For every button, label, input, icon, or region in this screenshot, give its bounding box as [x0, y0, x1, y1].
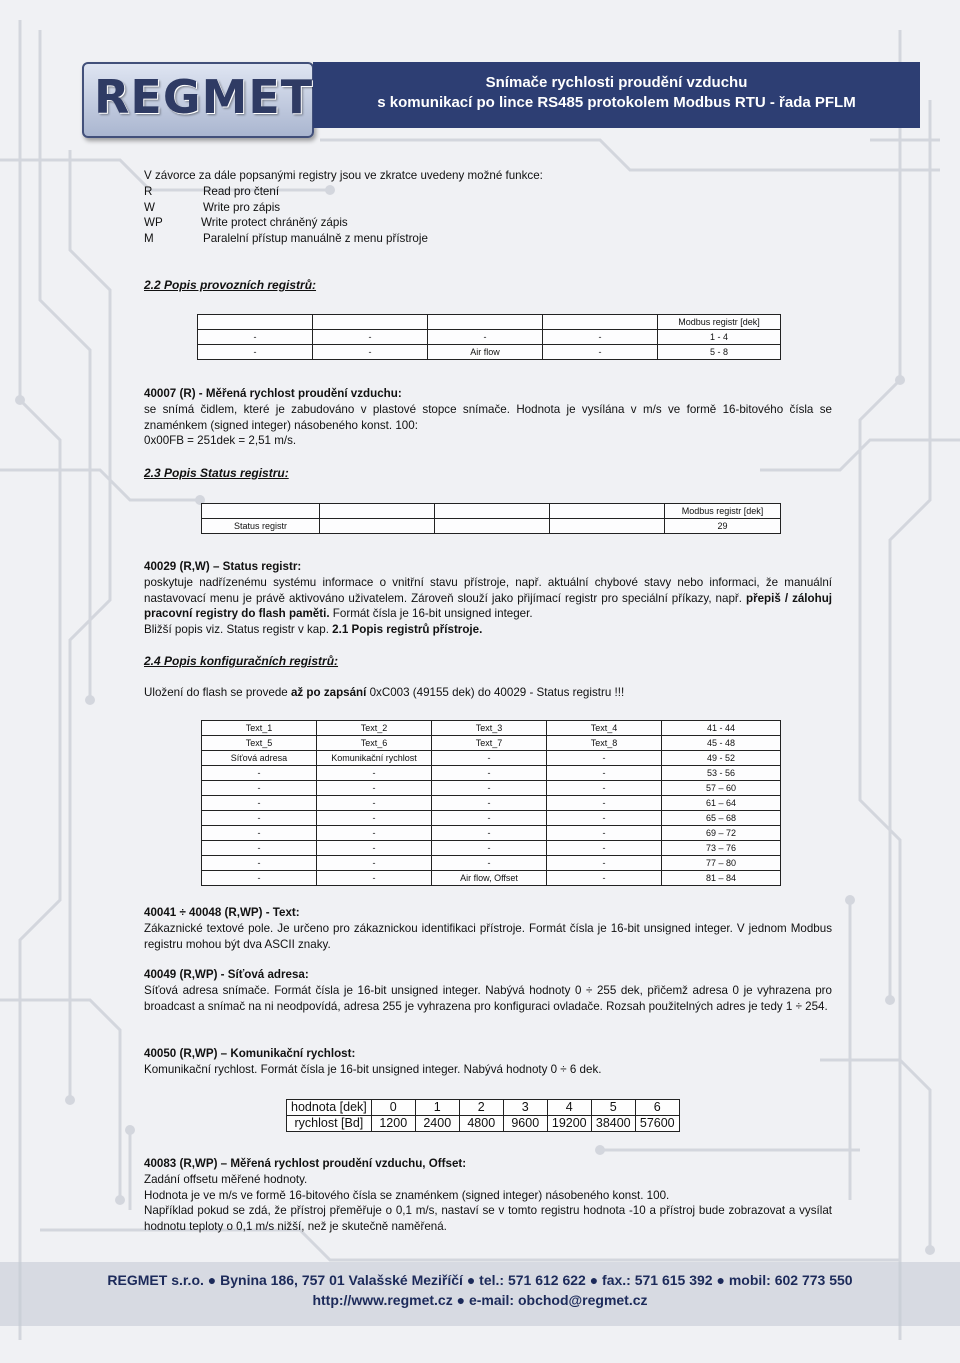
table-cell: Komunikační rychlost — [317, 751, 432, 766]
register-baud-block — [144, 1046, 832, 1078]
table-cell: Text_2 — [317, 721, 432, 736]
table-cell: - — [547, 751, 662, 766]
register-40007-text: se snímá čidlem, které je zabudováno v plastové stopce snímače. Hodnota je vysílána v m/s ve formě 16-bitového čísla se znaménkem (signed integer) násobeného konst. 100: — [144, 402, 832, 432]
table-cell: 4 — [547, 1100, 591, 1116]
table-cell: 3 — [503, 1100, 547, 1116]
footer-line2: http://www.regmet.cz ● e-mail: obchod@regmet.cz — [312, 1292, 648, 1308]
table-cell: - — [547, 871, 662, 886]
table-cell: 57600 — [635, 1116, 679, 1132]
register-40007-block — [144, 386, 832, 449]
register-address-title: 40049 (R,WP) - Síťová adresa: — [144, 968, 309, 981]
status-register-table — [201, 503, 781, 534]
table-cell: Text_8 — [547, 736, 662, 751]
table-row — [202, 856, 781, 871]
table-cell: Text_5 — [202, 736, 317, 751]
table-row — [202, 826, 781, 841]
section-2-2-heading: 2.2 Popis provozních registrů: — [144, 278, 317, 292]
code-row: R Read pro čtení — [144, 184, 280, 198]
table-cell: 69 – 72 — [662, 826, 781, 841]
table-cell: Text_7 — [432, 736, 547, 751]
table-cell: - — [547, 841, 662, 856]
table-cell: 53 - 56 — [662, 766, 781, 781]
register-text-title: 40041 ÷ 40048 (R,WP) - Text: — [144, 906, 300, 919]
register-baud-body: Komunikační rychlost. Formát čísla je 16-bit unsigned integer. Nabývá hodnoty 0 ÷ 6 dek. — [144, 1062, 602, 1076]
intro-line: V závorce za dále popsanými registry jsou ve zkratce uvedeny možné funkce: — [144, 169, 543, 182]
table-cell: 0 — [371, 1100, 415, 1116]
table-cell: 49 - 52 — [662, 751, 781, 766]
table-cell: - — [202, 796, 317, 811]
table-cell: 6 — [635, 1100, 679, 1116]
header-title-band — [313, 62, 920, 128]
table-cell: - — [317, 766, 432, 781]
table-cell: - — [432, 841, 547, 856]
table-cell: Air flow, Offset — [432, 871, 547, 886]
register-address-block — [144, 967, 832, 1014]
register-text-block — [144, 905, 832, 952]
table-row: - - Air flow - 5 - 8 — [198, 345, 781, 360]
table-cell: 41 - 44 — [662, 721, 781, 736]
table-cell: 9600 — [503, 1116, 547, 1132]
table-cell: 1 — [415, 1100, 459, 1116]
configuration-registers-table — [201, 720, 781, 886]
table-cell: - — [317, 871, 432, 886]
code-row: W Write pro zápis — [144, 200, 281, 214]
table-cell: - — [202, 841, 317, 856]
register-offset-block — [144, 1156, 832, 1235]
table-row — [202, 871, 781, 886]
table-cell: - — [317, 811, 432, 826]
table-row: Status registr 29 — [202, 519, 781, 534]
table-cell: - — [432, 856, 547, 871]
table-cell: 45 - 48 — [662, 736, 781, 751]
table-cell: - — [547, 811, 662, 826]
register-40007-title: 40007 (R) - Měřená rychlost proudění vzduchu: — [144, 387, 402, 400]
table-cell: - — [317, 841, 432, 856]
table-cell: 19200 — [547, 1116, 591, 1132]
table-cell: - — [432, 751, 547, 766]
header-title-line2: s komunikací po lince RS485 protokolem Modbus RTU - řada PFLM — [377, 94, 856, 111]
table-row — [202, 721, 781, 736]
table-cell: Text_6 — [317, 736, 432, 751]
register-address-body: Síťová adresa snímače. Formát čísla je 16-bit unsigned integer. Nabývá hodnoty 0 ÷ 255 dek, přičemž adresa 0 je vyhrazena pro broadcast a snímač na ni neodpovídá, adresa 255 je vyhrazena pro konfiguraci ovladače. Rozsah použitelných adres je tedy 1 ÷ 254. — [144, 983, 832, 1013]
table-cell: - — [432, 811, 547, 826]
table-cell: Text_1 — [202, 721, 317, 736]
table-row: Modbus registr [dek] — [202, 504, 781, 519]
table-cell: rychlost [Bd] — [287, 1116, 372, 1132]
register-40029-reference: Bližší popis viz. Status registr v kap. 2.1 Popis registrů přístroje. — [144, 623, 483, 637]
table-row: - - - - 1 - 4 — [198, 330, 781, 345]
register-offset-line2: Hodnota je ve m/s ve formě 16-bitového čísla se znaménkem (signed integer) násobeného konst. 100. — [144, 1188, 670, 1202]
regmet-logo — [82, 62, 314, 138]
table-cell: 38400 — [591, 1116, 635, 1132]
register-40007-example: 0x00FB = 251dek = 2,51 m/s. — [144, 434, 297, 448]
table-cell: 57 – 60 — [662, 781, 781, 796]
table-cell: - — [317, 781, 432, 796]
table-cell: - — [432, 796, 547, 811]
table-row — [202, 736, 781, 751]
table-cell: - — [432, 826, 547, 841]
logo-text: REGMET — [94, 70, 314, 124]
register-offset-line1: Zadání offsetu měřené hodnoty. — [144, 1172, 308, 1186]
table-cell: 73 – 76 — [662, 841, 781, 856]
table-cell: - — [547, 781, 662, 796]
register-40029-title: 40029 (R,W) – Status registr: — [144, 560, 302, 573]
header-title-line1: Snímače rychlosti proudění vzduchu — [485, 74, 748, 91]
table-cell: - — [317, 856, 432, 871]
table-cell: 61 – 64 — [662, 796, 781, 811]
register-40029-block — [144, 559, 832, 638]
table-row — [202, 841, 781, 856]
table-row — [202, 811, 781, 826]
code-row: M Paralelní přístup manuálně z menu přístroje — [144, 232, 428, 246]
code-row: WP Write protect chráněný zápis — [144, 216, 348, 230]
operating-registers-table — [197, 314, 781, 360]
table-cell: - — [547, 856, 662, 871]
footer-line1: REGMET s.r.o. ● Bynina 186, 757 01 Valašské Meziříčí ● tel.: 571 612 622 ● fax.: 571 615 392 ● mobil: 602 773 550 — [107, 1272, 853, 1288]
table-cell: - — [547, 766, 662, 781]
table-cell: - — [202, 781, 317, 796]
section-2-4-heading: 2.4 Popis konfiguračních registrů: — [144, 654, 339, 668]
table-cell: - — [202, 856, 317, 871]
register-baud-title: 40050 (R,WP) – Komunikační rychlost: — [144, 1047, 356, 1060]
table-cell: - — [202, 826, 317, 841]
table-cell: Text_4 — [547, 721, 662, 736]
table-cell: 81 – 84 — [662, 871, 781, 886]
footer-contact — [0, 1270, 960, 1310]
table-cell: 4800 — [459, 1116, 503, 1132]
register-text-body: Zákaznické textové pole. Je určeno pro zákaznickou identifikaci přístroje. Formát čísla je 16-bit unsigned integer. V jednom Modbus registru mohou být dva ASCII znaky. — [144, 921, 832, 951]
flash-save-note: Uložení do flash se provede až po zapsání 0xC003 (49155 dek) do 40029 - Status registru !!! — [144, 686, 625, 699]
table-cell: - — [432, 766, 547, 781]
table-cell: 2 — [459, 1100, 503, 1116]
table-cell: - — [432, 781, 547, 796]
table-cell: - — [202, 766, 317, 781]
intro-block — [144, 168, 804, 247]
table-cell: - — [547, 796, 662, 811]
table-cell: - — [202, 871, 317, 886]
table-row — [202, 766, 781, 781]
table-row — [287, 1116, 680, 1132]
table-cell: Síťová adresa — [202, 751, 317, 766]
table-cell: - — [317, 796, 432, 811]
table-row — [202, 781, 781, 796]
table-cell: 77 – 80 — [662, 856, 781, 871]
section-2-3-heading: 2.3 Popis Status registru: — [144, 466, 289, 480]
baud-rate-table — [286, 1099, 680, 1132]
table-cell: 65 – 68 — [662, 811, 781, 826]
table-cell: hodnota [dek] — [287, 1100, 372, 1116]
register-40029-text: poskytuje nadřízenému systému informace o vnitřní stavu přístroje, např. aktuální chybové stavy nebo informaci, že manuální nastavovací menu je právě aktivováno uživatelem. Zároveň slouží jako přijímací registr pro speciální příkazy, např. přepiš / zálohuj pracovní registry do flash paměti. Formát čísla je 16-bit unsigned integer. — [144, 575, 832, 621]
table-cell: 1200 — [371, 1116, 415, 1132]
table-row — [202, 751, 781, 766]
table-row: Modbus registr [dek] — [198, 315, 781, 330]
table-cell: - — [202, 811, 317, 826]
table-cell: 5 — [591, 1100, 635, 1116]
table-row — [202, 796, 781, 811]
table-cell: 2400 — [415, 1116, 459, 1132]
table-cell: - — [547, 826, 662, 841]
table-cell: - — [317, 826, 432, 841]
table-cell: Text_3 — [432, 721, 547, 736]
register-offset-title: 40083 (R,WP) – Měřená rychlost proudění vzduchu, Offset: — [144, 1157, 467, 1170]
register-offset-line3: Například pokud se zdá, že přístroj přeměřuje o 0,1 m/s, nastaví se v tomto registru hodnota -10 a přístroj bude zobrazovat a vysílat hodnotu teploty o 0,1 m/s nižší, než je skutečně naměřená. — [144, 1204, 832, 1234]
table-row — [287, 1100, 680, 1116]
